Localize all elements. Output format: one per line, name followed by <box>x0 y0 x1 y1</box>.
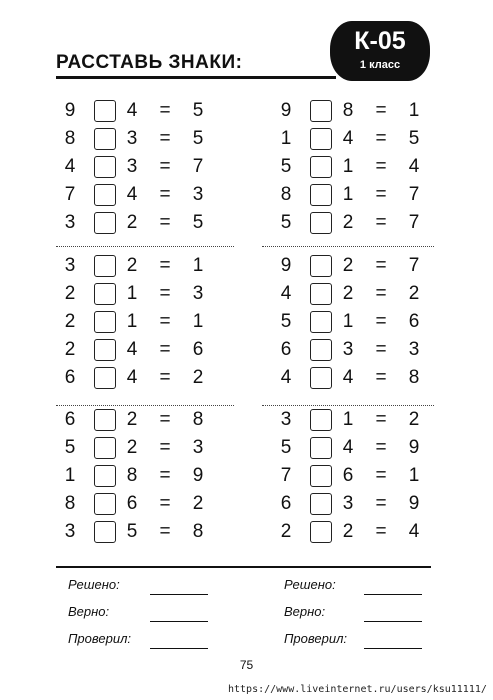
equals-sign: = <box>159 465 171 486</box>
equals-sign: = <box>159 156 171 177</box>
first-operand: 5 <box>280 437 292 458</box>
second-operand: 2 <box>126 409 138 430</box>
sign-answer-box[interactable] <box>94 212 116 234</box>
second-operand: 3 <box>126 128 138 149</box>
result-value: 9 <box>192 465 204 486</box>
first-operand: 4 <box>64 156 76 177</box>
left-exercise-row <box>62 519 212 545</box>
right-exercise-row <box>278 154 428 180</box>
result-value: 7 <box>408 184 420 205</box>
sign-answer-box[interactable] <box>310 409 332 431</box>
second-operand: 8 <box>342 100 354 121</box>
group-divider-left-1 <box>56 246 234 247</box>
result-value: 2 <box>192 493 204 514</box>
result-value: 6 <box>192 339 204 360</box>
right-correct-line[interactable] <box>364 621 422 622</box>
second-operand: 4 <box>342 128 354 149</box>
first-operand: 1 <box>64 465 76 486</box>
equals-sign: = <box>159 409 171 430</box>
first-operand: 2 <box>64 339 76 360</box>
sign-answer-box[interactable] <box>310 311 332 333</box>
equals-sign: = <box>375 465 387 486</box>
first-operand: 8 <box>64 128 76 149</box>
result-value: 8 <box>408 367 420 388</box>
sign-answer-box[interactable] <box>94 283 116 305</box>
equals-sign: = <box>159 339 171 360</box>
sign-answer-box[interactable] <box>310 437 332 459</box>
right-exercise-row <box>278 407 428 433</box>
first-operand: 4 <box>280 283 292 304</box>
equals-sign: = <box>375 521 387 542</box>
right-checked-line[interactable] <box>364 648 422 649</box>
right-solved-line[interactable] <box>364 594 422 595</box>
worksheet-title: РАССТАВЬ ЗНАКИ: <box>56 52 243 73</box>
left-correct-label: Верно: <box>68 604 110 619</box>
first-operand: 2 <box>64 311 76 332</box>
second-operand: 1 <box>342 311 354 332</box>
sign-answer-box[interactable] <box>94 128 116 150</box>
first-operand: 2 <box>64 283 76 304</box>
second-operand: 6 <box>342 465 354 486</box>
left-exercise-row <box>62 154 212 180</box>
result-value: 7 <box>408 255 420 276</box>
result-value: 4 <box>408 521 420 542</box>
first-operand: 7 <box>64 184 76 205</box>
source-url: https://www.liveinternet.ru/users/ksu11111/ <box>228 684 487 695</box>
result-value: 2 <box>192 367 204 388</box>
equals-sign: = <box>375 128 387 149</box>
result-value: 3 <box>408 339 420 360</box>
first-operand: 1 <box>280 128 292 149</box>
result-value: 5 <box>192 212 204 233</box>
right-exercise-row <box>278 463 428 489</box>
first-operand: 3 <box>64 212 76 233</box>
first-operand: 6 <box>280 493 292 514</box>
equals-sign: = <box>375 184 387 205</box>
sign-answer-box[interactable] <box>94 521 116 543</box>
equals-sign: = <box>375 339 387 360</box>
first-operand: 6 <box>64 409 76 430</box>
first-operand: 5 <box>64 437 76 458</box>
first-operand: 7 <box>280 465 292 486</box>
sign-answer-box[interactable] <box>310 212 332 234</box>
left-solved-label: Решено: <box>68 577 120 592</box>
second-operand: 3 <box>342 493 354 514</box>
left-exercise-row <box>62 98 212 124</box>
second-operand: 2 <box>126 437 138 458</box>
sign-answer-box[interactable] <box>310 283 332 305</box>
right-exercise-row <box>278 182 428 208</box>
first-operand: 8 <box>280 184 292 205</box>
right-exercise-row <box>278 98 428 124</box>
right-exercise-row <box>278 435 428 461</box>
second-operand: 2 <box>342 521 354 542</box>
right-exercise-row <box>278 337 428 363</box>
equals-sign: = <box>159 283 171 304</box>
result-value: 3 <box>192 184 204 205</box>
right-exercise-row <box>278 491 428 517</box>
second-operand: 4 <box>342 367 354 388</box>
second-operand: 1 <box>342 184 354 205</box>
sign-answer-box[interactable] <box>94 100 116 122</box>
result-value: 1 <box>408 100 420 121</box>
left-checked-line[interactable] <box>150 648 208 649</box>
sign-answer-box[interactable] <box>94 493 116 515</box>
second-operand: 2 <box>342 283 354 304</box>
sign-answer-box[interactable] <box>310 184 332 206</box>
equals-sign: = <box>159 100 171 121</box>
equals-sign: = <box>375 437 387 458</box>
left-exercise-row <box>62 463 212 489</box>
sign-answer-box[interactable] <box>94 184 116 206</box>
sign-answer-box[interactable] <box>94 409 116 431</box>
result-value: 8 <box>192 521 204 542</box>
sign-answer-box[interactable] <box>94 465 116 487</box>
equals-sign: = <box>159 521 171 542</box>
left-exercise-row <box>62 337 212 363</box>
result-value: 1 <box>408 465 420 486</box>
second-operand: 3 <box>126 156 138 177</box>
result-value: 7 <box>408 212 420 233</box>
equals-sign: = <box>159 367 171 388</box>
second-operand: 4 <box>126 339 138 360</box>
left-solved-line[interactable] <box>150 594 208 595</box>
equals-sign: = <box>375 493 387 514</box>
equals-sign: = <box>159 493 171 514</box>
first-operand: 4 <box>280 367 292 388</box>
sign-answer-box[interactable] <box>310 521 332 543</box>
worksheet-badge <box>330 21 430 81</box>
second-operand: 1 <box>342 156 354 177</box>
second-operand: 4 <box>126 367 138 388</box>
sign-answer-box[interactable] <box>310 367 332 389</box>
equals-sign: = <box>375 100 387 121</box>
second-operand: 2 <box>342 212 354 233</box>
sign-answer-box[interactable] <box>310 255 332 277</box>
second-operand: 4 <box>342 437 354 458</box>
result-value: 1 <box>192 255 204 276</box>
sign-answer-box[interactable] <box>310 100 332 122</box>
first-operand: 6 <box>280 339 292 360</box>
equals-sign: = <box>375 367 387 388</box>
left-exercise-row <box>62 281 212 307</box>
first-operand: 9 <box>64 100 76 121</box>
second-operand: 8 <box>126 465 138 486</box>
first-operand: 8 <box>64 493 76 514</box>
right-exercise-row <box>278 365 428 391</box>
result-value: 5 <box>192 100 204 121</box>
left-checked-label: Проверил: <box>68 631 132 646</box>
sign-answer-box[interactable] <box>310 156 332 178</box>
second-operand: 4 <box>126 184 138 205</box>
right-exercise-row <box>278 210 428 236</box>
result-value: 1 <box>192 311 204 332</box>
sign-answer-box[interactable] <box>94 255 116 277</box>
result-value: 3 <box>192 283 204 304</box>
right-exercise-row <box>278 281 428 307</box>
result-value: 4 <box>408 156 420 177</box>
equals-sign: = <box>375 283 387 304</box>
result-value: 5 <box>408 128 420 149</box>
left-exercise-row <box>62 309 212 335</box>
equals-sign: = <box>375 255 387 276</box>
second-operand: 5 <box>126 521 138 542</box>
sign-answer-box[interactable] <box>94 367 116 389</box>
equals-sign: = <box>159 255 171 276</box>
badge-code: К-05 <box>354 27 406 55</box>
left-exercise-row <box>62 407 212 433</box>
badge-grade: 1 класс <box>359 59 401 71</box>
equals-sign: = <box>159 311 171 332</box>
left-exercise-row <box>62 435 212 461</box>
second-operand: 2 <box>342 255 354 276</box>
equals-sign: = <box>159 437 171 458</box>
equals-sign: = <box>159 184 171 205</box>
first-operand: 9 <box>280 255 292 276</box>
first-operand: 3 <box>64 521 76 542</box>
left-exercise-row <box>62 182 212 208</box>
result-value: 6 <box>408 311 420 332</box>
second-operand: 6 <box>126 493 138 514</box>
equals-sign: = <box>375 311 387 332</box>
left-exercise-row <box>62 491 212 517</box>
equals-sign: = <box>375 156 387 177</box>
group-divider-right-2 <box>262 405 434 406</box>
equals-sign: = <box>375 212 387 233</box>
result-value: 2 <box>408 409 420 430</box>
first-operand: 9 <box>280 100 292 121</box>
result-value: 2 <box>408 283 420 304</box>
title-underline <box>56 76 336 79</box>
right-exercise-row <box>278 126 428 152</box>
left-exercise-row <box>62 126 212 152</box>
group-divider-right-1 <box>262 246 434 247</box>
equals-sign: = <box>159 128 171 149</box>
sign-answer-box[interactable] <box>94 156 116 178</box>
page-number: 75 <box>239 658 254 672</box>
sign-answer-box[interactable] <box>310 339 332 361</box>
group-divider-left-2 <box>56 405 234 406</box>
right-exercise-row <box>278 253 428 279</box>
right-exercise-row <box>278 519 428 545</box>
second-operand: 2 <box>126 212 138 233</box>
first-operand: 5 <box>280 212 292 233</box>
sign-answer-box[interactable] <box>94 339 116 361</box>
result-value: 9 <box>408 493 420 514</box>
left-exercise-row <box>62 253 212 279</box>
sign-answer-box[interactable] <box>310 465 332 487</box>
left-correct-line[interactable] <box>150 621 208 622</box>
second-operand: 4 <box>126 100 138 121</box>
right-exercise-row <box>278 309 428 335</box>
first-operand: 5 <box>280 156 292 177</box>
first-operand: 3 <box>64 255 76 276</box>
bottom-rule <box>56 566 431 568</box>
equals-sign: = <box>159 212 171 233</box>
sign-answer-box[interactable] <box>310 128 332 150</box>
right-correct-label: Верно: <box>284 604 326 619</box>
right-checked-label: Проверил: <box>284 631 348 646</box>
first-operand: 5 <box>280 311 292 332</box>
second-operand: 1 <box>126 283 138 304</box>
second-operand: 2 <box>126 255 138 276</box>
result-value: 8 <box>192 409 204 430</box>
right-solved-label: Решено: <box>284 577 336 592</box>
sign-answer-box[interactable] <box>310 493 332 515</box>
equals-sign: = <box>375 409 387 430</box>
result-value: 7 <box>192 156 204 177</box>
left-exercise-row <box>62 365 212 391</box>
first-operand: 6 <box>64 367 76 388</box>
sign-answer-box[interactable] <box>94 311 116 333</box>
result-value: 9 <box>408 437 420 458</box>
second-operand: 1 <box>126 311 138 332</box>
result-value: 3 <box>192 437 204 458</box>
result-value: 5 <box>192 128 204 149</box>
second-operand: 1 <box>342 409 354 430</box>
sign-answer-box[interactable] <box>94 437 116 459</box>
left-exercise-row <box>62 210 212 236</box>
second-operand: 3 <box>342 339 354 360</box>
first-operand: 3 <box>280 409 292 430</box>
first-operand: 2 <box>280 521 292 542</box>
